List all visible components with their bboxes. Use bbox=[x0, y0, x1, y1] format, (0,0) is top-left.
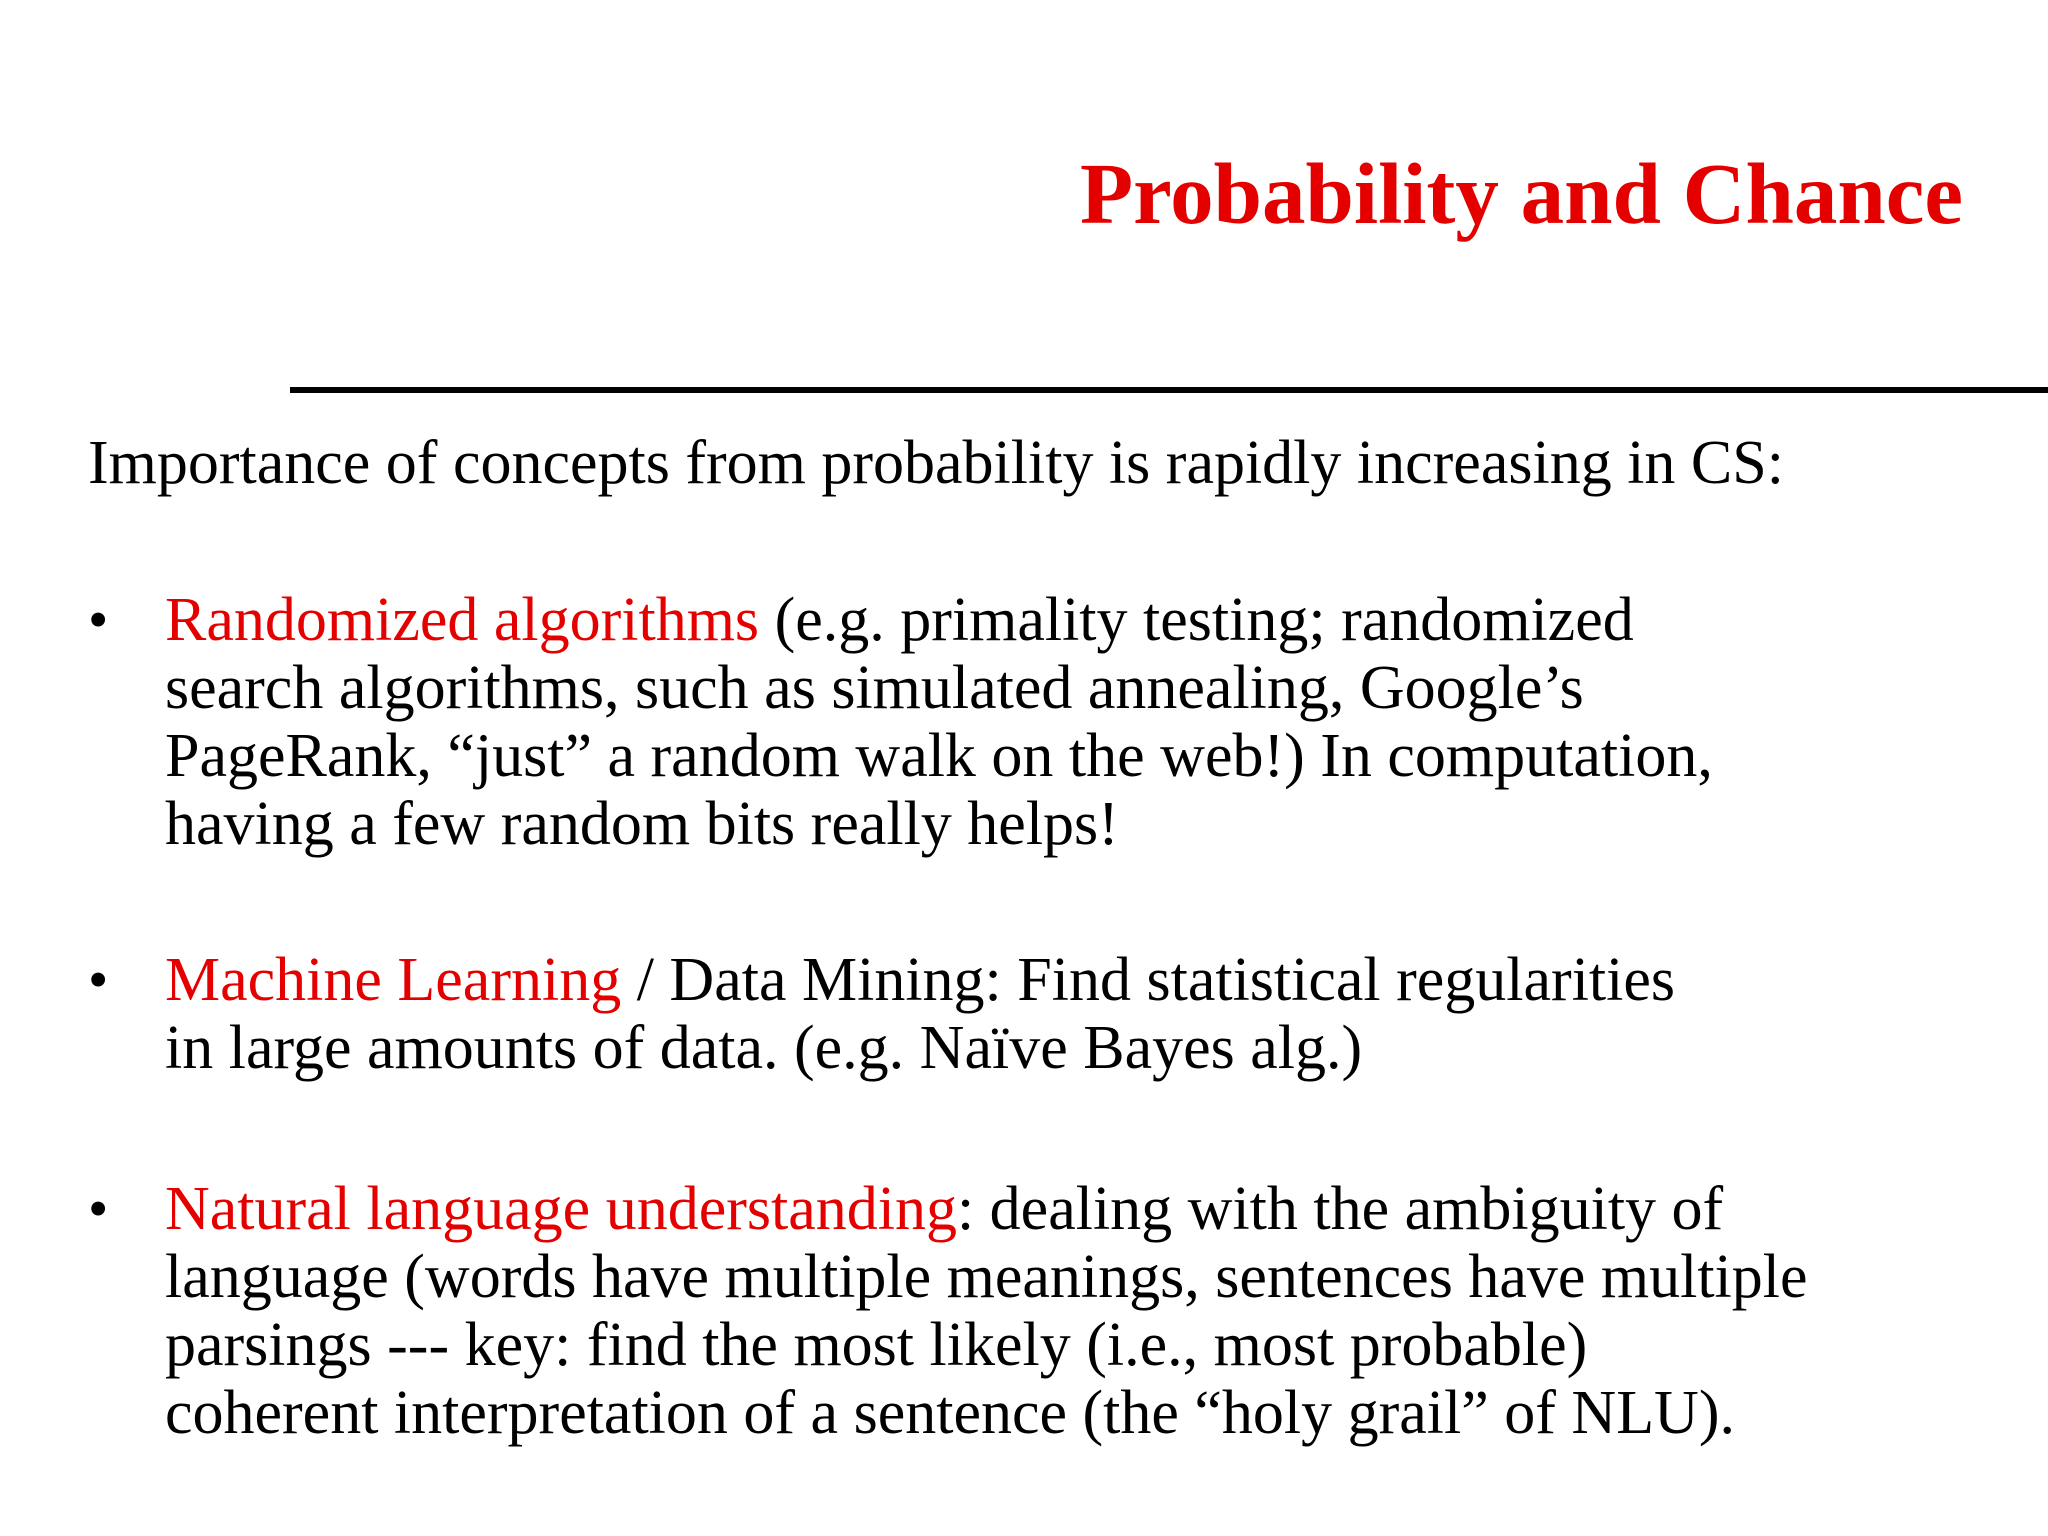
bullet-line: in large amounts of data. (e.g. Naïve Bayes alg.) bbox=[165, 1014, 1363, 1082]
bullet-line: parsings --- key: find the most likely (i.e., most probable) bbox=[165, 1311, 1588, 1379]
bullet-text bbox=[165, 946, 2005, 1082]
bullet-line: having a few random bits really helps! bbox=[165, 790, 1119, 858]
bullet-line: PageRank, “just” a random walk on the web!) In computation, bbox=[165, 722, 1713, 790]
bullet-line: language (words have multiple meanings, sentences have multiple bbox=[165, 1243, 1808, 1311]
intro-text: Importance of concepts from probability is rapidly increasing in CS: bbox=[88, 429, 1784, 497]
bullet-line bbox=[165, 1175, 2005, 1243]
bullet-text bbox=[165, 1175, 2005, 1447]
bullet-line-text: / Data Mining: Find statistical regularities bbox=[621, 946, 1676, 1014]
bullet-text bbox=[165, 586, 2005, 858]
bullet-icon: • bbox=[88, 587, 109, 652]
title-divider bbox=[290, 387, 2048, 393]
bullet-line: search algorithms, such as simulated annealing, Google’s bbox=[165, 654, 1584, 722]
bullet-icon: • bbox=[88, 947, 109, 1012]
bullet-line bbox=[165, 946, 2005, 1014]
bullet-line bbox=[165, 586, 2005, 654]
bullet-highlight: Natural language understanding bbox=[165, 1175, 957, 1243]
bullet-line-text: (e.g. primality testing; randomized bbox=[759, 586, 1634, 654]
bullet-highlight: Machine Learning bbox=[165, 946, 622, 1014]
bullet-highlight: Randomized algorithms bbox=[165, 586, 760, 654]
bullet-line: coherent interpretation of a sentence (the “holy grail” of NLU). bbox=[165, 1379, 1735, 1447]
bullet-icon: • bbox=[88, 1176, 109, 1241]
bullet-line-text: : dealing with the ambiguity of bbox=[956, 1175, 1724, 1243]
slide-title: Probability and Chance bbox=[1079, 145, 1963, 242]
